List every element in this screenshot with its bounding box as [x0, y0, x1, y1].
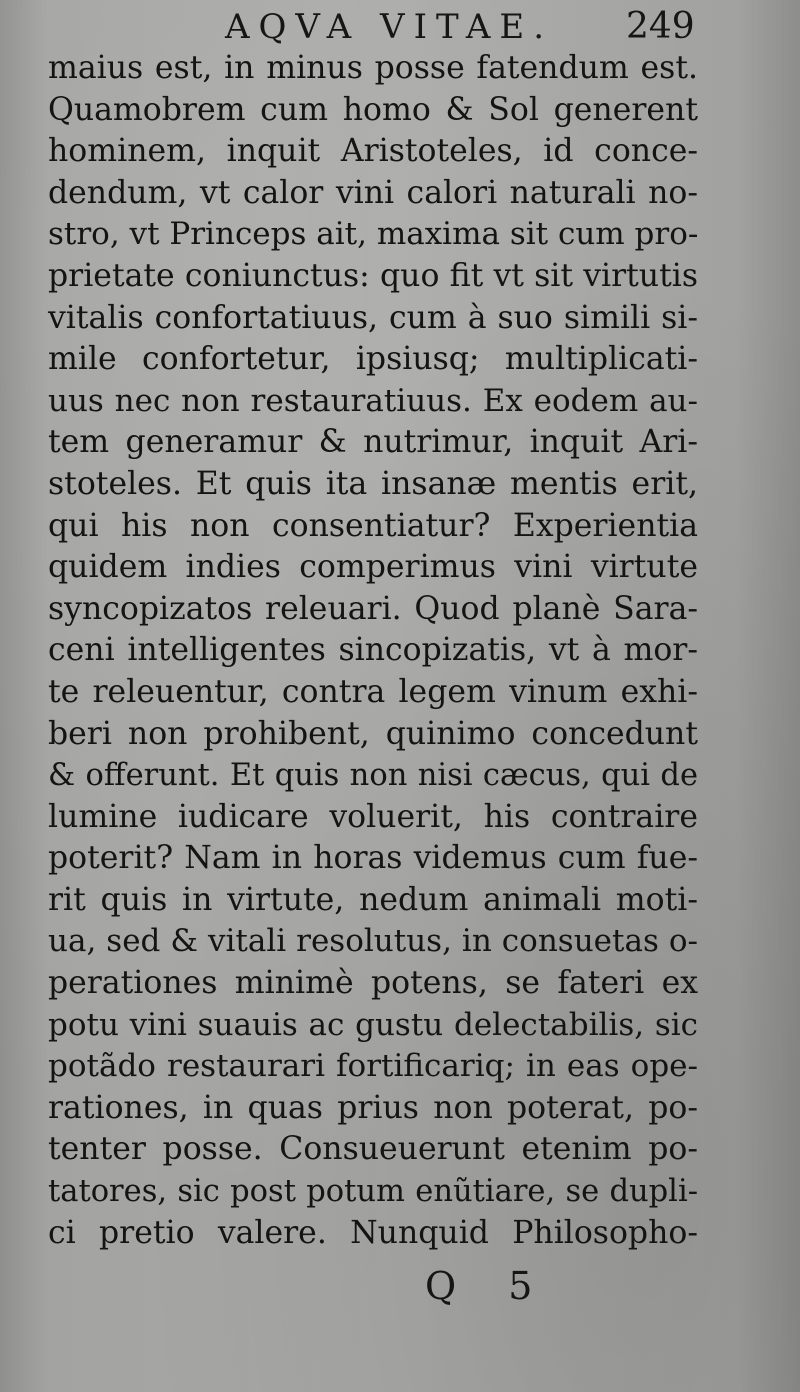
body-text — [48, 48, 698, 1254]
text-line: & offerunt. Et quis non nisi cæcus, qui de — [48, 758, 698, 794]
text-line: maius est, in minus posse fatendum est. — [48, 50, 698, 86]
text-line: te releuentur, contra legem vinum exhi- — [48, 673, 698, 710]
text-line: hominem, inquit Aristoteles, id conce- — [48, 133, 698, 170]
text-line: syncopizatos releuari. Quod planè Sara- — [48, 590, 698, 627]
text-line: rit quis in virtute, nedum animali moti- — [48, 881, 698, 918]
text-line: tatores, sic post potum enũtiare, se dupli- — [48, 1174, 698, 1210]
text-line: quidem indies comperimus vini virtute — [48, 549, 698, 586]
text-line: ci pretio valere. Nunquid Philosopho- — [48, 1214, 698, 1251]
text-line: perationes minimè potens, se fateri ex — [48, 965, 698, 1002]
text-line: poterit? Nam in horas videmus cum fue- — [48, 840, 698, 877]
text-line: qui his non consentiatur? Experientia — [48, 507, 698, 544]
text-line: tem generamur & nutrimur, inquit Ari- — [48, 424, 698, 461]
signature-mark: Q 5 — [425, 1264, 553, 1308]
page-number: 249 — [626, 6, 695, 47]
text-line: Quamobrem cum homo & Sol generent — [48, 91, 698, 128]
text-line: potu vini suauis ac gustu delectabilis, sic — [48, 1006, 698, 1043]
text-line: prietate coniunctus: quo fit vt sit virtutis — [48, 257, 698, 294]
text-line: lumine iudicare voluerit, his contraire — [48, 798, 698, 835]
text-line: potãdo restaurari fortificariq; in eas ope- — [48, 1048, 698, 1085]
text-line: ceni intelligentes sincopizatis, vt à mor- — [48, 632, 698, 669]
text-line: vitalis confortatiuus, cum à suo simili si- — [48, 299, 698, 336]
text-line: ua, sed & vitali resolutus, in consuetas o- — [48, 923, 698, 960]
running-head — [0, 4, 800, 50]
text-line: beri non prohibent, quinimo concedunt — [48, 715, 698, 752]
text-line: dendum, vt calor vini calori naturali no- — [48, 174, 698, 211]
text-line: stoteles. Et quis ita insanæ mentis erit, — [48, 465, 698, 502]
running-head-title: AQVA VITAE. — [225, 7, 554, 47]
text-line: tenter posse. Consueuerunt etenim po- — [48, 1131, 698, 1168]
text-line: mile confortetur, ipsiusq; multiplicati- — [48, 341, 698, 378]
text-line: uus nec non restauratiuus. Ex eodem au- — [48, 382, 698, 419]
text-line: rationes, in quas prius non poterat, po- — [48, 1089, 698, 1126]
text-line: stro, vt Princeps ait, maxima sit cum pro- — [48, 216, 699, 253]
